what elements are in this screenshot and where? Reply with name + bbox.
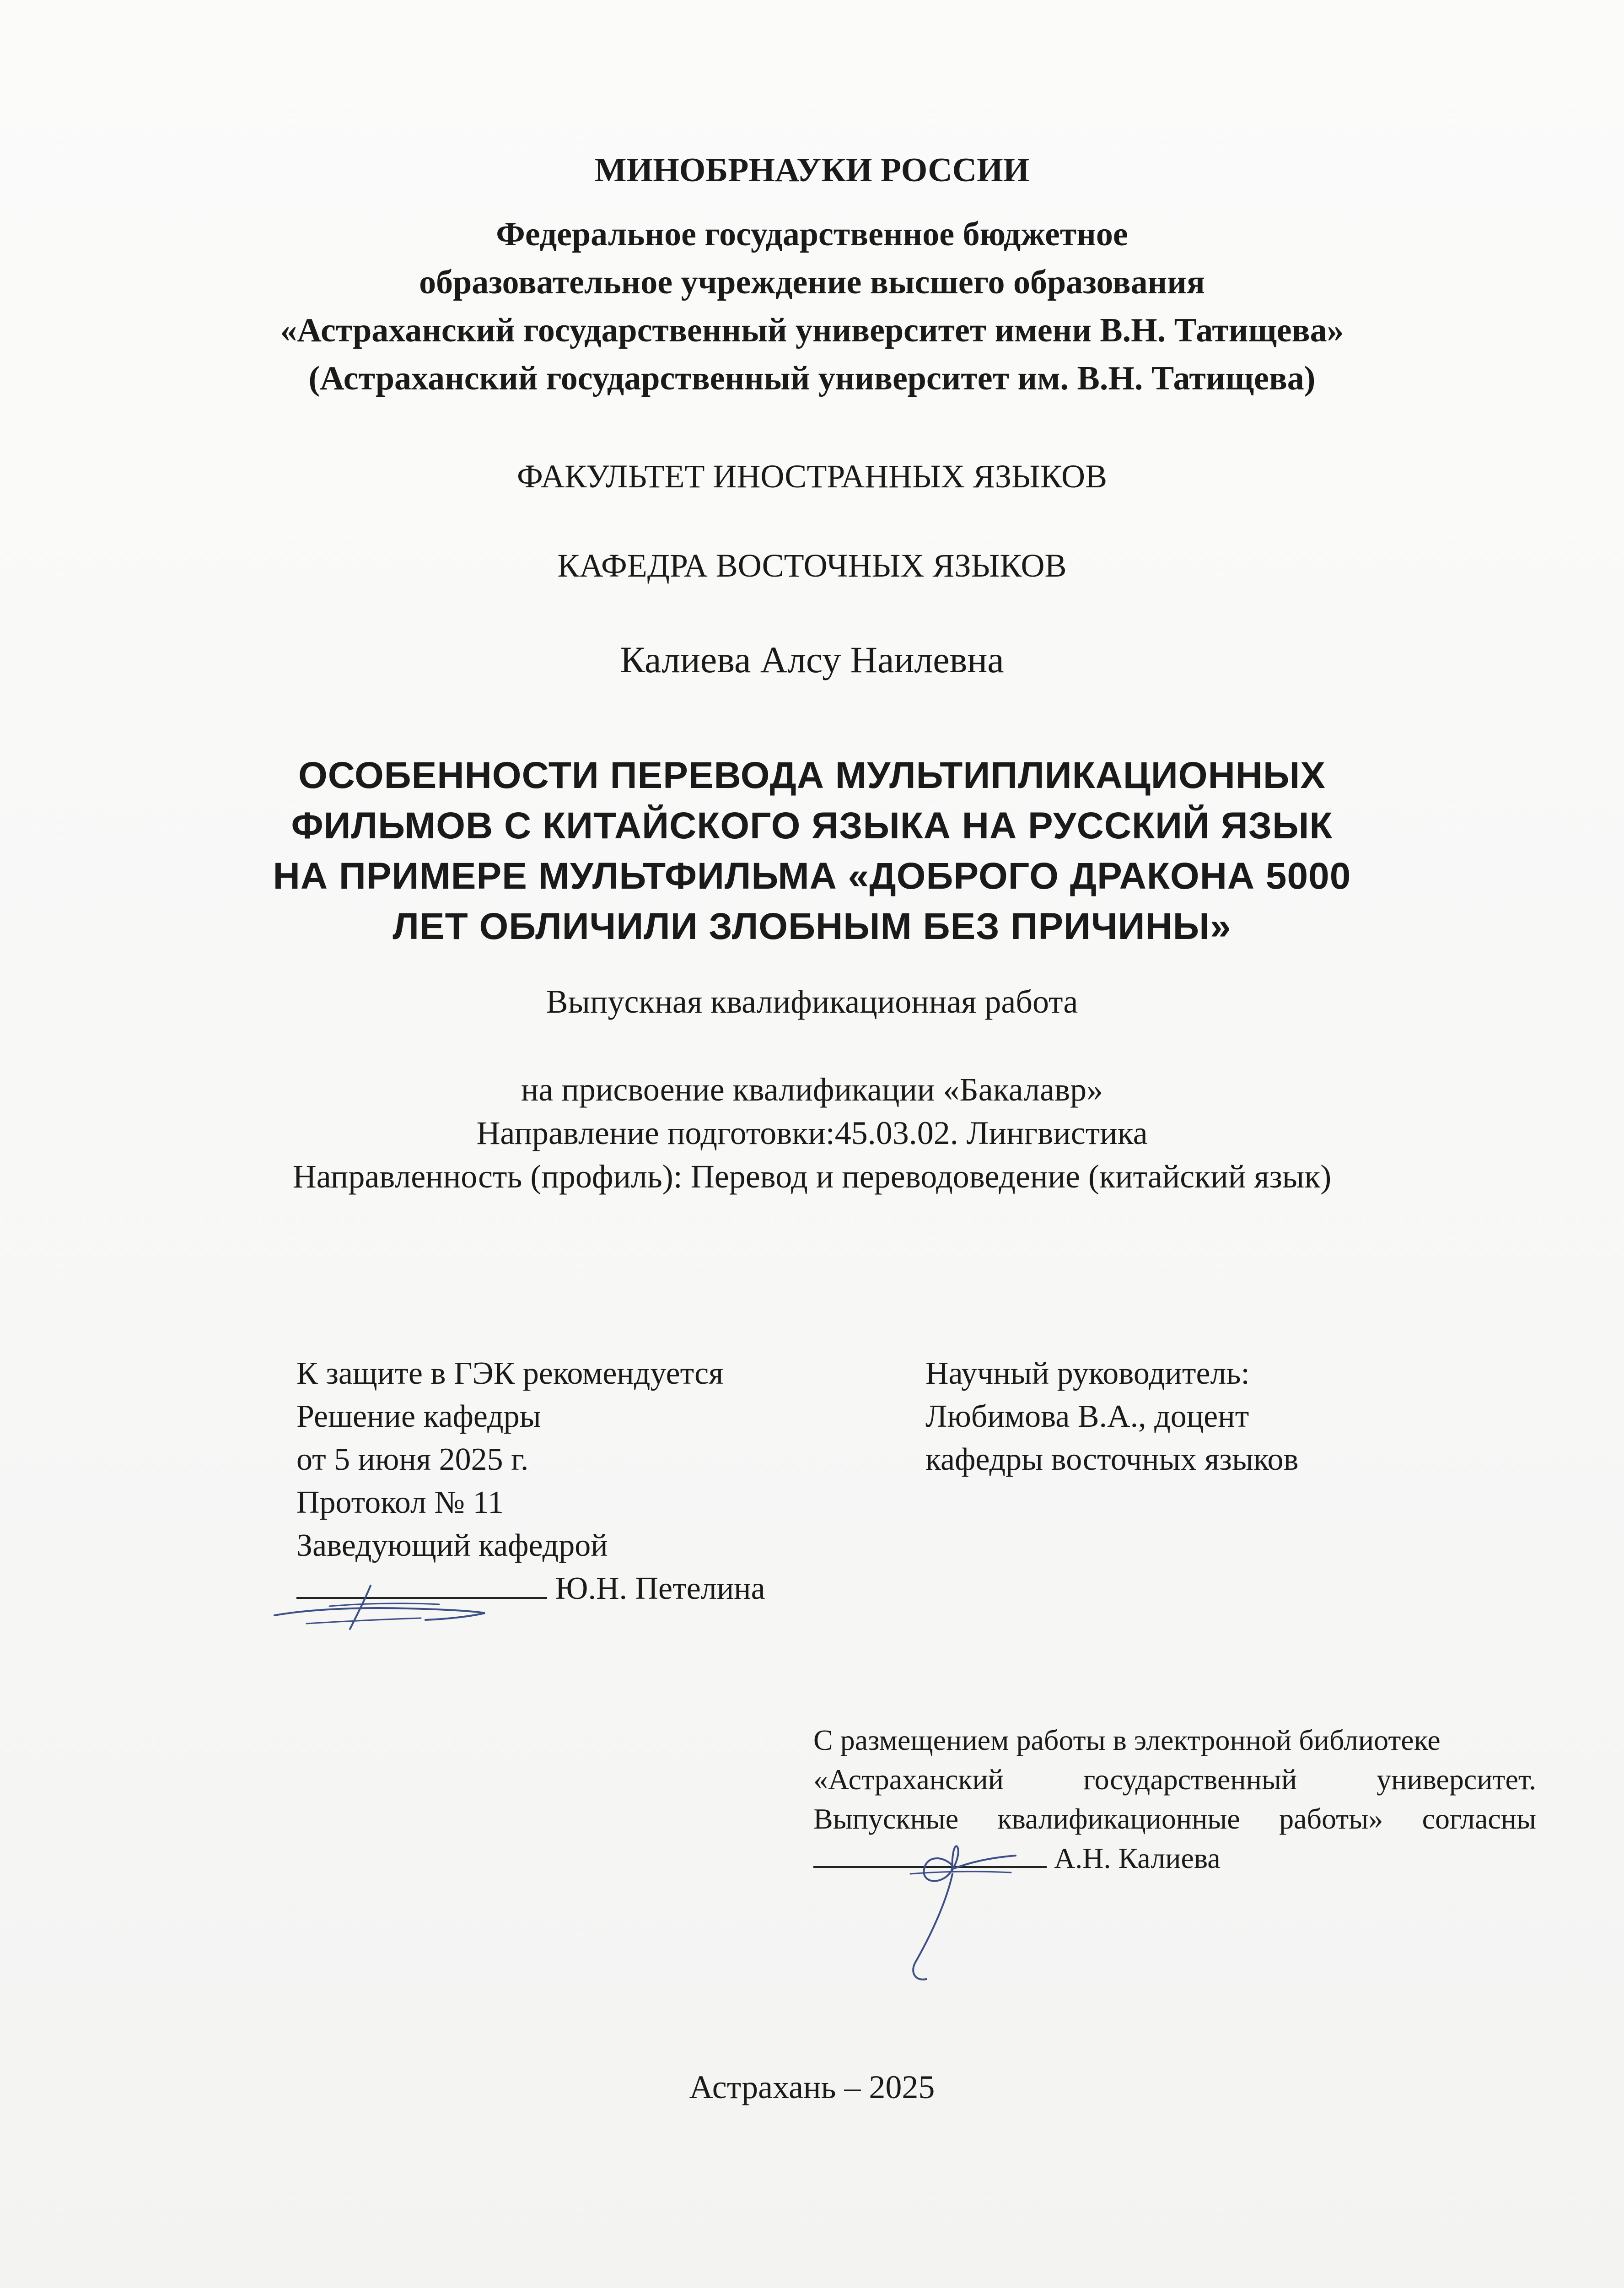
study-direction: Направление подготовки:45.03.02. Лингвистика xyxy=(476,1115,1148,1151)
supervisor-line-3: кафедры восточных языков xyxy=(925,1442,1299,1477)
consent-line-1: С размещением работы в электронной библиотеке xyxy=(813,1724,1441,1756)
head-name: Ю.Н. Петелина xyxy=(555,1571,765,1606)
defense-line-2: Решение кафедры xyxy=(296,1399,541,1434)
defense-line-4: Протокол № 11 xyxy=(296,1485,504,1520)
work-type: Выпускная квалификационная работа xyxy=(546,983,1078,1020)
author-name: Калиева Алсу Наилевна xyxy=(620,639,1004,680)
department-name: КАФЕДРА ВОСТОЧНЫХ ЯЗЫКОВ xyxy=(557,547,1067,584)
supervisor-block xyxy=(925,1352,1299,1481)
consent-signer: А.Н. Калиева xyxy=(1054,1842,1221,1874)
head-handwritten-signature xyxy=(256,1565,512,1638)
supervisor-line-2: Любимова В.А., доцент xyxy=(925,1399,1249,1434)
student-handwritten-signature xyxy=(883,1830,1075,2004)
thesis-title-line-1: ОСОБЕННОСТИ ПЕРЕВОДА МУЛЬТИПЛИКАЦИОННЫХ xyxy=(298,755,1326,796)
consent-line-3: Выпускные квалификационные работы» согласны xyxy=(813,1802,1536,1835)
org-line-3: «Астраханский государственный университет имени В.Н. Татищева» xyxy=(280,312,1344,349)
thesis-title-line-3: НА ПРИМЕРЕ МУЛЬТФИЛЬМА «ДОБРОГО ДРАКОНА 5000 xyxy=(273,855,1351,897)
thesis-title-line-2: ФИЛЬМОВ С КИТАЙСКОГО ЯЗЫКА НА РУССКИЙ ЯЗЫК xyxy=(291,805,1333,847)
defense-line-3: от 5 июня 2025 г. xyxy=(296,1442,529,1477)
supervisor-line-1: Научный руководитель: xyxy=(925,1356,1250,1391)
ministry-heading: МИНОБРНАУКИ РОССИИ xyxy=(594,151,1030,189)
study-profile: Направленность (профиль): Перевод и переводоведение (китайский язык) xyxy=(292,1158,1332,1195)
defense-line-5: Заведующий кафедрой xyxy=(296,1528,608,1563)
org-line-2: образовательное учреждение высшего образования xyxy=(419,264,1205,301)
consent-line-2: «Астраханский государственный университет. xyxy=(813,1763,1536,1796)
faculty-name: ФАКУЛЬТЕТ ИНОСТРАННЫХ ЯЗЫКОВ xyxy=(516,458,1108,495)
org-line-1: Федеральное государственное бюджетное xyxy=(496,216,1128,253)
qualification: на присвоение квалификации «Бакалавр» xyxy=(521,1071,1103,1108)
org-line-4: (Астраханский государственный университет им. В.Н. Татищева) xyxy=(308,360,1316,397)
defense-line-1: К защите в ГЭК рекомендуется xyxy=(296,1356,724,1391)
footer-city-year: Астрахань – 2025 xyxy=(689,2069,935,2105)
thesis-title-line-4: ЛЕТ ОБЛИЧИЛИ ЗЛОБНЫМ БЕЗ ПРИЧИНЫ» xyxy=(393,906,1231,947)
